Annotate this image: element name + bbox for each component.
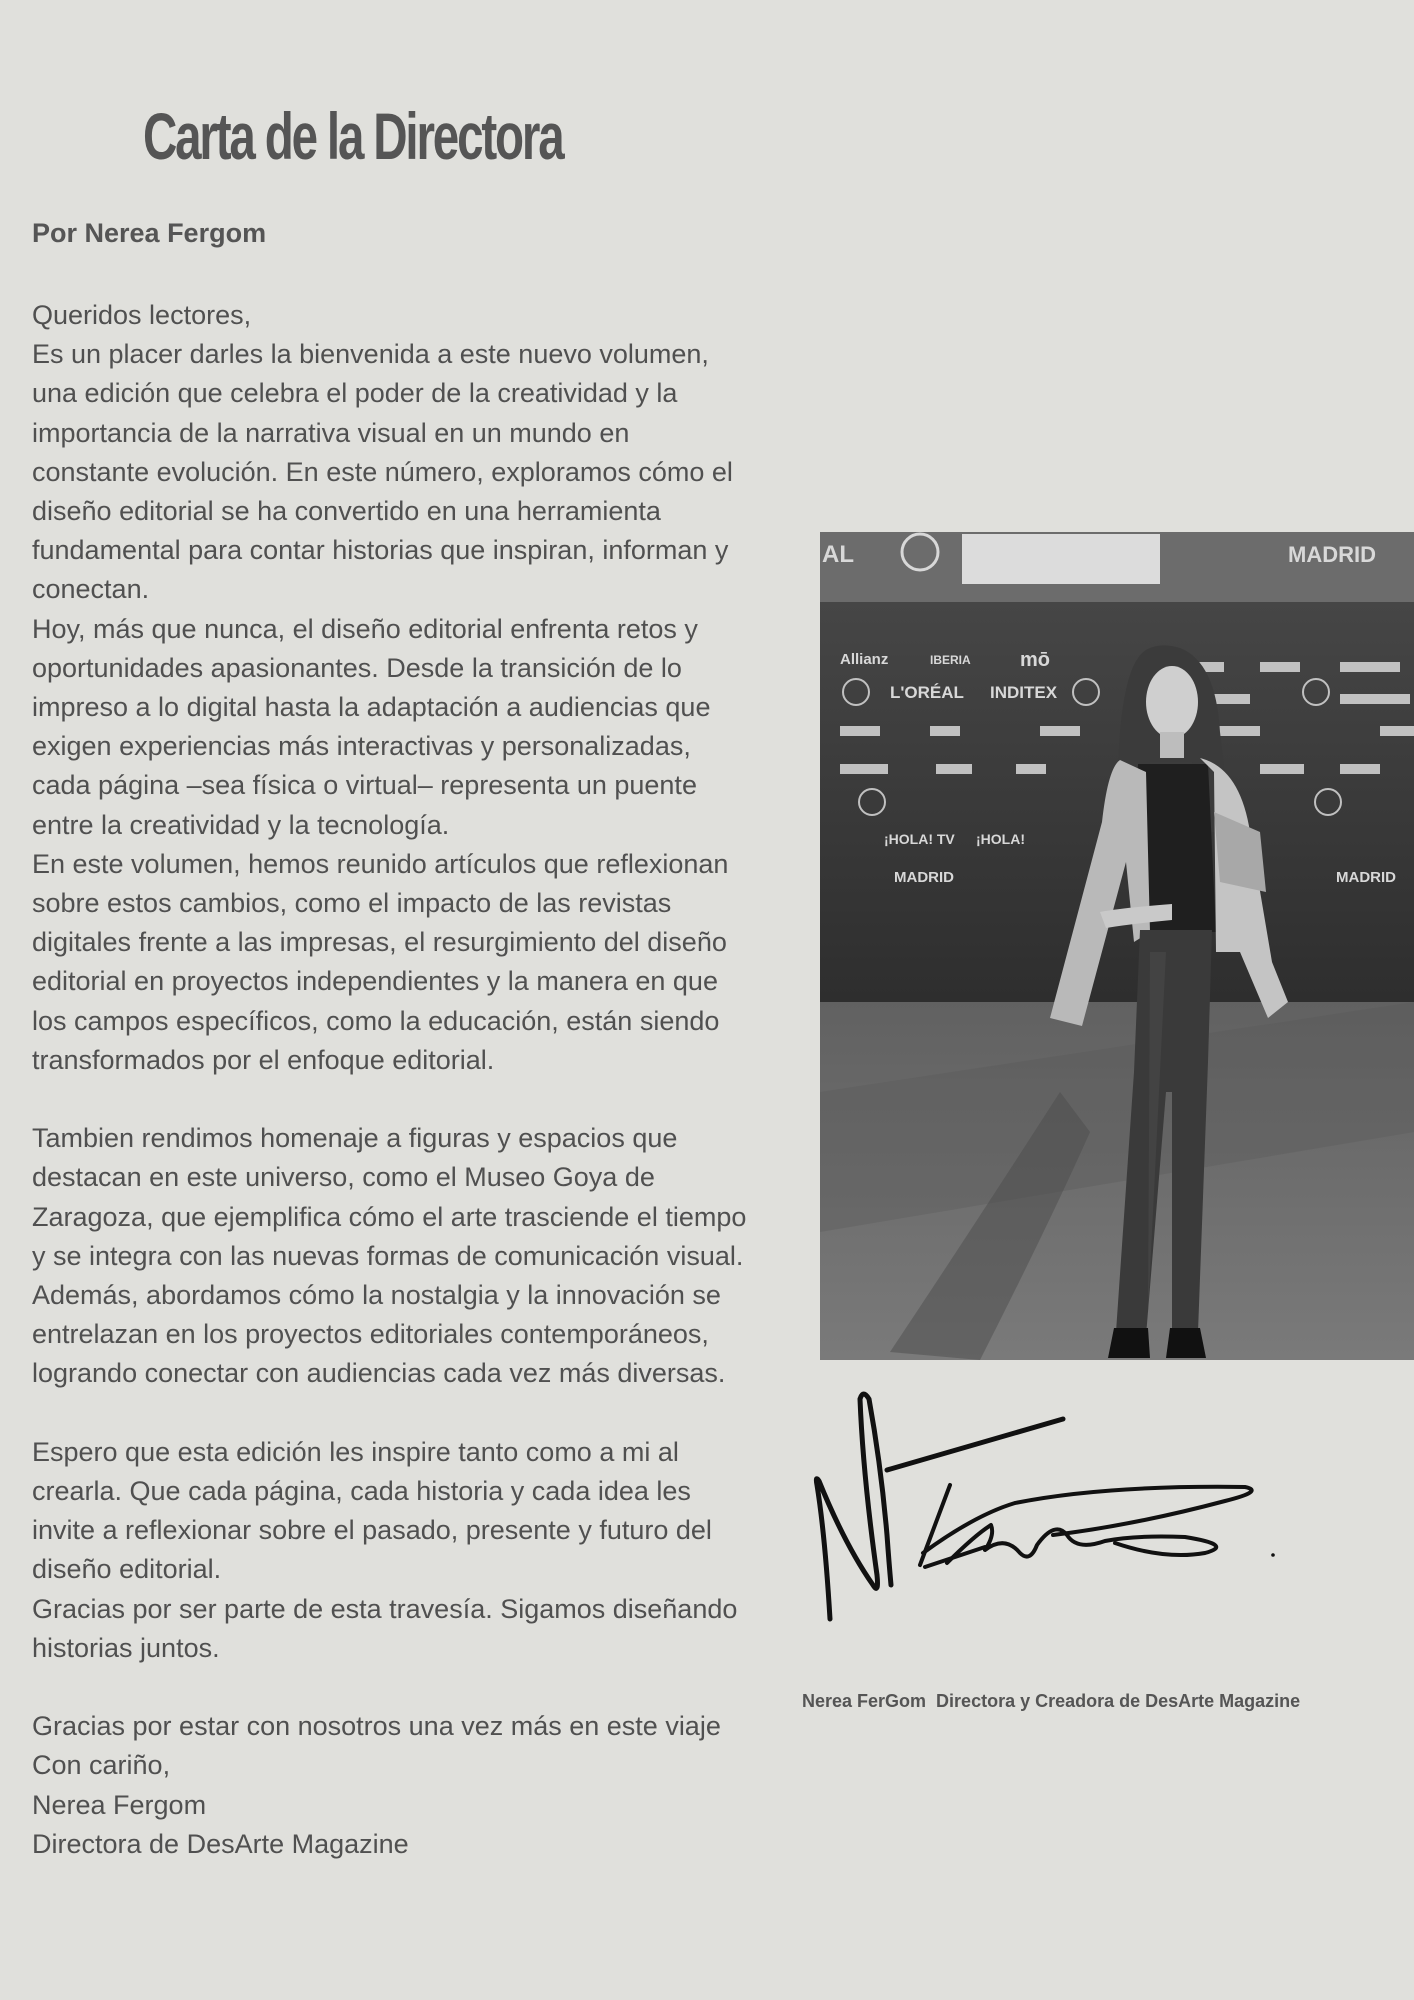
byline: Por Nerea Fergom: [32, 218, 267, 248]
backdrop-text: Allianz: [840, 651, 889, 668]
director-photo: [820, 532, 1414, 1360]
backdrop-text: MADRID: [894, 869, 954, 886]
backdrop-text: IBERIA: [930, 653, 971, 667]
backdrop-text: AL: [822, 541, 854, 568]
backdrop-text: ¡HOLA!: [976, 831, 1025, 847]
backdrop-text: ¡HOLA! TV: [884, 831, 955, 847]
backdrop-text: INDITEX: [990, 683, 1058, 702]
letter-paragraph: En este volumen, hemos reunido artículos que reflexionan sobre estos cambios, como el impacto de las revistas digitales frente a las impresas, el resurgimiento del diseño editorial en proyectos independientes y la manera en que los campos específicos, como la educación, están siendo transformados por el enfoque editorial.: [32, 848, 729, 1075]
letter-paragraph: Es un placer darles la bienvenida a este nuevo volumen, una edición que celebra el poder de la creatividad y la importancia de la narrativa visual en un mundo en constante evolución. En este número, exploramos cómo el diseño editorial se ha convertido en una herramienta fundamental para contar historias que inspiran, informan y conectan.: [32, 339, 733, 605]
page-title: Carta de la Directora: [143, 99, 563, 173]
backdrop-text: mō: [1020, 649, 1050, 671]
letter-greeting: Queridos lectores,: [32, 300, 252, 330]
letter-paragraph: Gracias por ser parte de esta travesía. Sigamos diseñando historias juntos.: [32, 1593, 738, 1663]
letter-body: [32, 296, 802, 1864]
letter-paragraph: Hoy, más que nunca, el diseño editorial enfrenta retos y oportunidades apasionantes. Desde la transición de lo impreso a lo digital hasta la adaptación a audiencias que exigen experiencias más interactivas y personalizadas, cada página –sea física o virtual– representa un puente entre la creatividad y la tecnología.: [32, 613, 711, 840]
backdrop-text: MADRID: [1336, 869, 1396, 886]
backdrop-text: MADRID: [1288, 542, 1376, 567]
backdrop-text: L'ORÉAL: [890, 683, 964, 702]
photo-caption: Nerea FerGom Directora y Creadora de DesArte Magazine: [802, 1691, 1301, 1711]
letter-paragraph: Espero que esta edición les inspire tanto como a mi al crearla. Que cada página, cada historia y cada idea les invite a reflexionar sobre el pasado, presente y futuro del diseño editorial.: [32, 1436, 712, 1585]
letter-paragraph: Tambien rendimos homenaje a figuras y espacios que destacan en este universo, como el Museo Goya de Zaragoza, que ejemplifica cómo el arte trasciende el tiempo y se integra con las nuevas formas de comunicación visual. Además, abordamos cómo la nostalgia y la innovación se entrelazan en los proyectos editoriales contemporáneos, logrando conectar con audiencias cada vez más diversas.: [32, 1123, 747, 1389]
signature: [805, 1385, 1285, 1635]
letter-closing: Gracias por estar con nosotros una vez más en este viaje Con cariño, Nerea Fergom Directora de DesArte Magazine: [32, 1711, 721, 1859]
